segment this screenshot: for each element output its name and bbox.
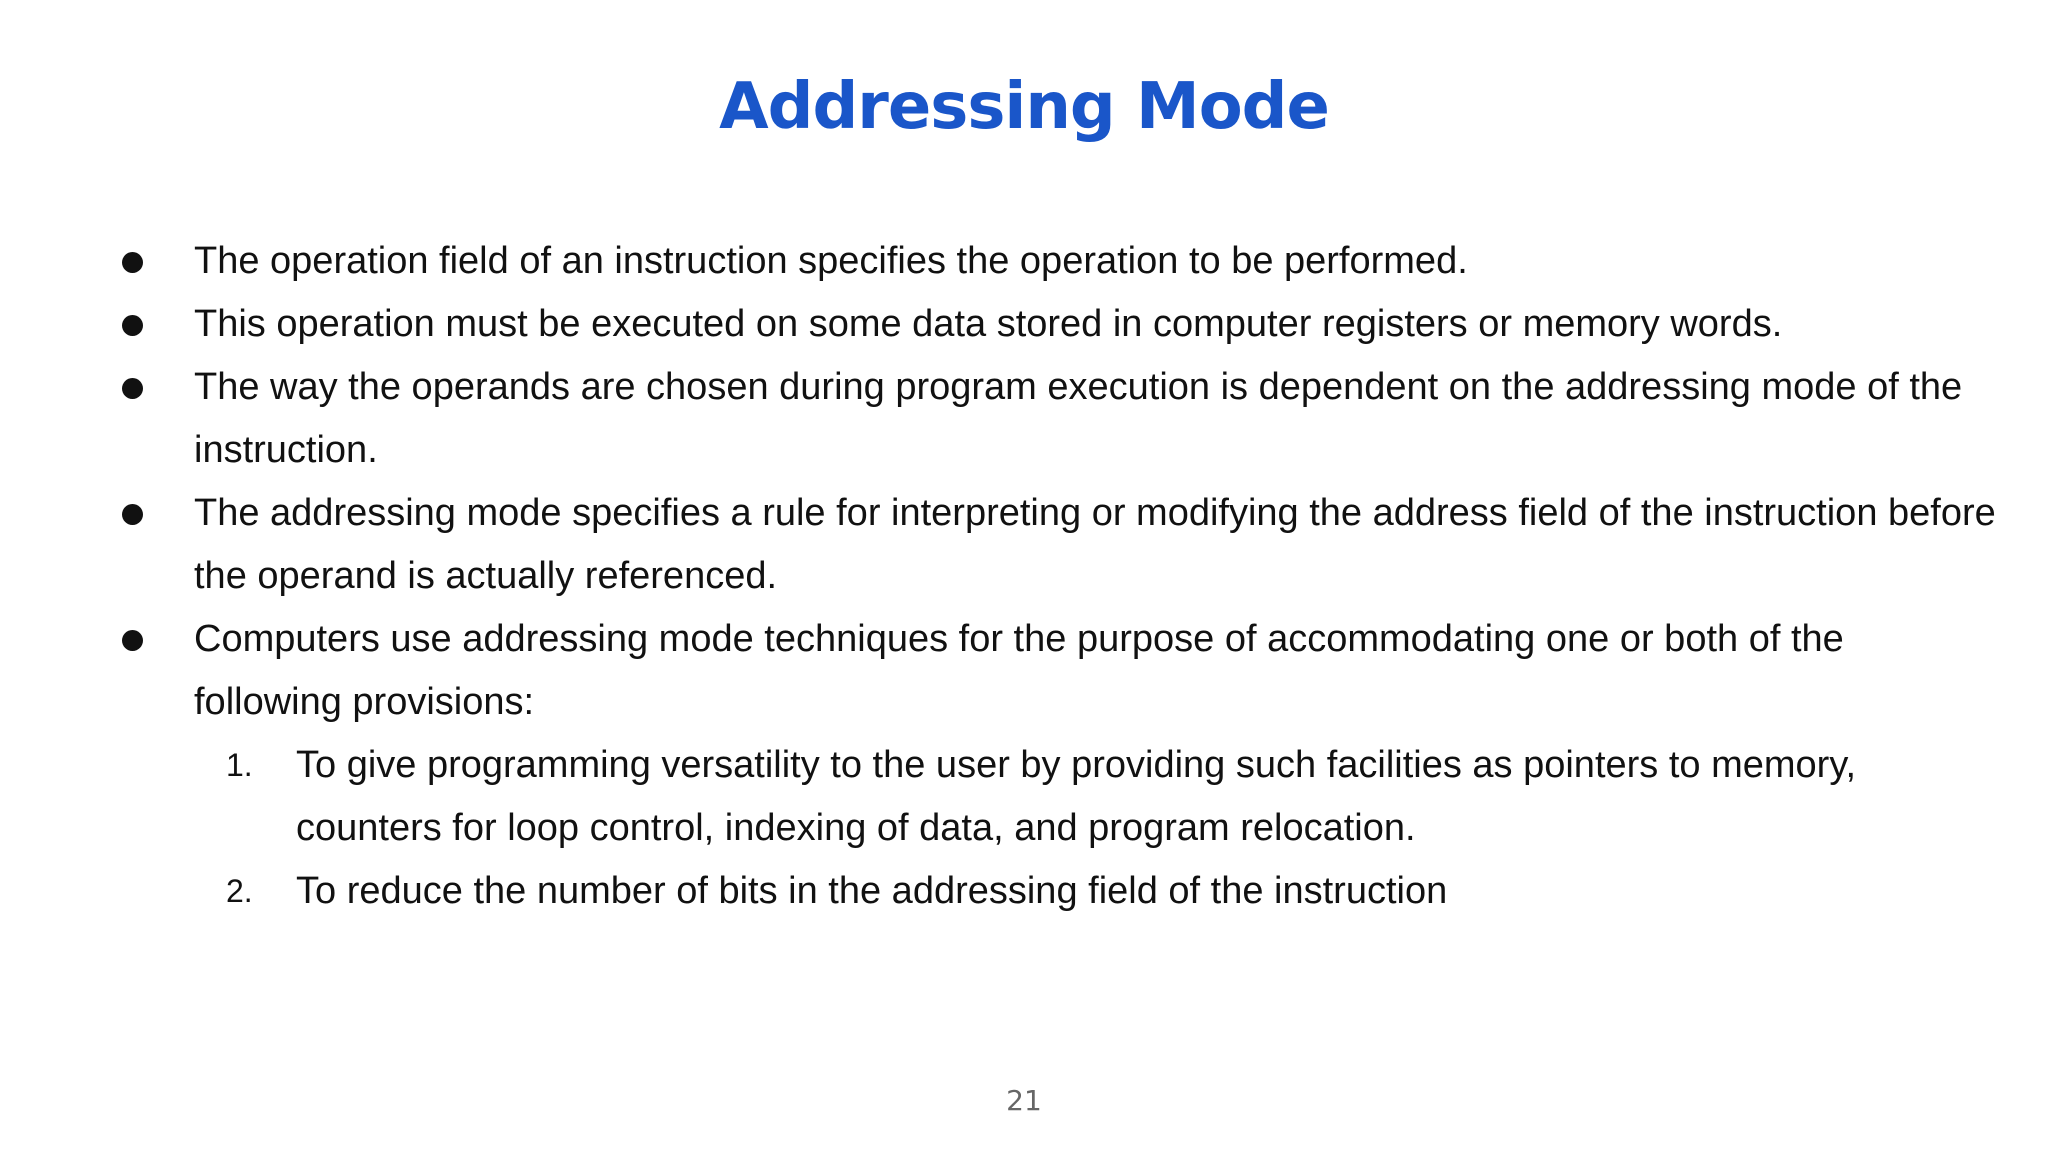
item-text: To reduce the number of bits in the addressing field of the instruction (296, 870, 1448, 912)
bullet-text: The operation field of an instruction specifies the operation to be performed. (194, 240, 1468, 282)
item-text: To give programming versatility to the user by providing such facilities as pointers to memory, counters for loop control, indexing of data, and program relocation. (296, 744, 1857, 849)
bullet-item (118, 293, 1998, 356)
bullet-icon (122, 315, 143, 336)
bullet-text: This operation must be executed on some data stored in computer registers or memory words. (194, 303, 1783, 345)
numbered-item (118, 734, 1998, 860)
slide-content (118, 230, 1998, 923)
bullet-icon (122, 630, 143, 651)
bullet-icon (122, 378, 143, 399)
bullet-item (118, 482, 1998, 608)
bullet-icon (122, 504, 143, 525)
item-number: 1. (226, 747, 253, 783)
bullet-list (118, 230, 1998, 734)
bullet-item (118, 608, 1998, 734)
numbered-list (118, 734, 1998, 923)
bullet-icon (122, 252, 143, 273)
slide-title: Addressing Mode (719, 70, 1329, 144)
page-number: 21 (1006, 1084, 1042, 1117)
bullet-text: The way the operands are chosen during program execution is dependent on the addressing mode of the instruction. (194, 366, 1963, 471)
item-number: 2. (226, 873, 253, 909)
bullet-item (118, 356, 1998, 482)
bullet-item (118, 230, 1998, 293)
bullet-text: The addressing mode specifies a rule for interpreting or modifying the address field of the instruction before the operand is actually referenced. (194, 492, 1996, 597)
numbered-item (118, 860, 1998, 923)
bullet-text: Computers use addressing mode techniques for the purpose of accommodating one or both of the following provisions: (194, 618, 1844, 723)
